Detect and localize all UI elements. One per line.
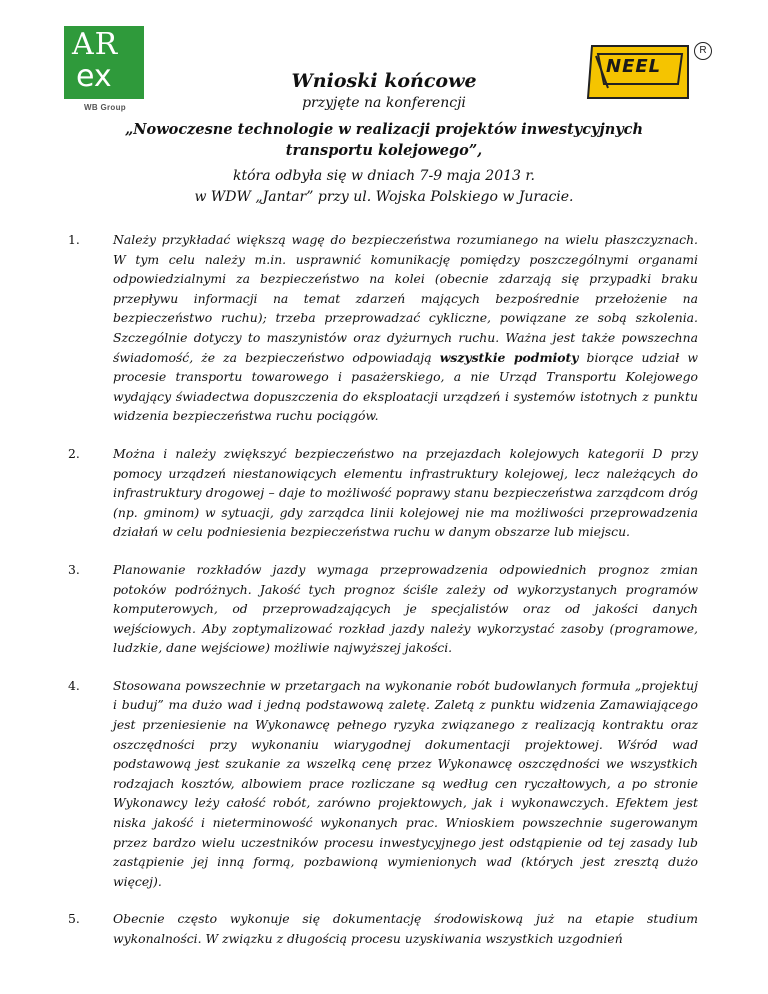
arex-logo-line2: ex xyxy=(76,59,112,94)
list-item xyxy=(68,560,698,658)
list-item-text-after: biorące udział w procesie transportu towarowego i pasażerskiego, a nie Urząd Transportu Kolejowego wydający świadectwa dopuszczenia do eksploatacji urządzeń i systemów istotnych z punktu widzenia bezpieczeństwa ruchu pociągów. xyxy=(113,349,698,424)
conference-date-line2: w WDW „Jantar” przy ul. Wojska Polskiego w Juracie. xyxy=(194,189,574,205)
list-item xyxy=(68,444,698,542)
list-item-number: 2. xyxy=(68,445,80,461)
document-subtitle: przyjęte na konferencji xyxy=(302,95,466,111)
list-item xyxy=(68,230,698,426)
list-item-number: 4. xyxy=(68,677,80,693)
conference-name xyxy=(60,119,708,161)
list-item-emphasis: wszystkie podmioty xyxy=(439,349,579,365)
list-item xyxy=(68,909,698,948)
neel-logo-text: NEEL xyxy=(606,56,662,77)
arex-logo-tagline: WB Group xyxy=(84,103,126,112)
list-item-number: 5. xyxy=(68,911,80,927)
list-item xyxy=(68,676,698,892)
list-item-text: Można i należy zwiększyć bezpieczeństwo na przejazdach kolejowych kategorii D przy pomocy urządzeń niestanowiących elementu infrastruktury kolejowej, lecz należących do infrastruktury drogowej – daje to możliwość poprawy stanu bezpieczeństwa zarządcom dróg (np. gminom) w sytuacji, gdy zarządca linii kolejowej nie ma możliwości przeprowadzenia działań w celu podniesienia bezpieczeństwa ruchu w danym obszarze lub miejscu. xyxy=(113,445,698,540)
list-item-text-before: Należy przykładać większą wagę do bezpieczeństwa rozumianego na wielu płaszczyznach. W tym celu należy m.in. usprawnić komunikację pomiędzy poszczególnymi organami odpowiedzialnymi za bezpieczeństwo na kolei (obecnie zdarzają się przypadki braku przepływu informacji na temat zdarzeń mających bezpośrednie przełożenie na bezpieczeństwo ruchu); trzeba przeprowadzać cykliczne, powiązane ze sobą szkolenia. Szczególnie dotyczy to maszynistów oraz dyżurnych ruchu. Ważna jest także powszechna świadomość, że za bezpieczeństwo odpowiadają xyxy=(113,232,698,365)
conference-name-line1: „Nowoczesne technologie w realizacji projektów inwestycyjnych xyxy=(124,121,644,138)
conference-date-line1: która odbyła się w dniach 7-9 maja 2013 r. xyxy=(232,168,535,184)
document-title: Wnioski końcowe xyxy=(291,70,477,92)
list-item-text: Obecnie często wykonuje się dokumentację środowiskową już na etapie studium wykonalności. W związku z długością procesu uzyskiwania wszystkich uzgodnień xyxy=(113,911,698,946)
conclusions-list xyxy=(68,230,698,967)
conference-date xyxy=(40,166,728,208)
list-item-text: Stosowana powszechnie w przetargach na wykonanie robót budowlanych formuła „projektuj i buduj” ma dużo wad i jedną podstawową zaletę. Zaletą z punktu widzenia Zamawiającego jest przeniesienie na Wykonawcę pełnego ryzyka związanego z realizacją kontraktu oraz oszczędności przy wykonaniu wiarygodnej dokumentacji projektowej. Wśród wad podstawową jest szukanie za wszelką cenę przez Wykonawcę oszczędności we wszystkich rodzajach kosztów, albowiem prace rozliczane są według cen ryczałtowych, a po stronie Wykonawcy leży całość robót, zarówno projektowych, jak i wykonawczych. Efektem jest niska jakość i nieterminowość wykonanych prac. Wnioskiem powszechnie sugerowanym przez bardzo wielu uczestników procesu inwestycyjnego jest odstąpienie od tej zasady lub zastąpienie jej inną formą, pozbawioną wymienionych wad (których jest zresztą dużo więcej). xyxy=(113,677,698,889)
list-item-number: 1. xyxy=(68,232,80,247)
list-item-number: 3. xyxy=(68,561,80,577)
arex-logo-line1: AR xyxy=(72,27,119,62)
conference-name-line2: transportu kolejowego”, xyxy=(285,142,483,159)
registered-mark-icon: R xyxy=(694,42,712,60)
list-item-text: Planowanie rozkładów jazdy wymaga przeprowadzenia odpowiednich prognoz zmian potoków podróżnych. Jakość tych prognoz ściśle zależy od wykorzystanych programów komputerowych, od przeprowadzających je specjalistów oraz od jakości danych wejściowych. Aby zoptymalizować rozkład jazdy należy wykorzystać zasoby (programowe, ludzkie, dane wejściowe) możliwie najwyższej jakości. xyxy=(113,561,698,656)
